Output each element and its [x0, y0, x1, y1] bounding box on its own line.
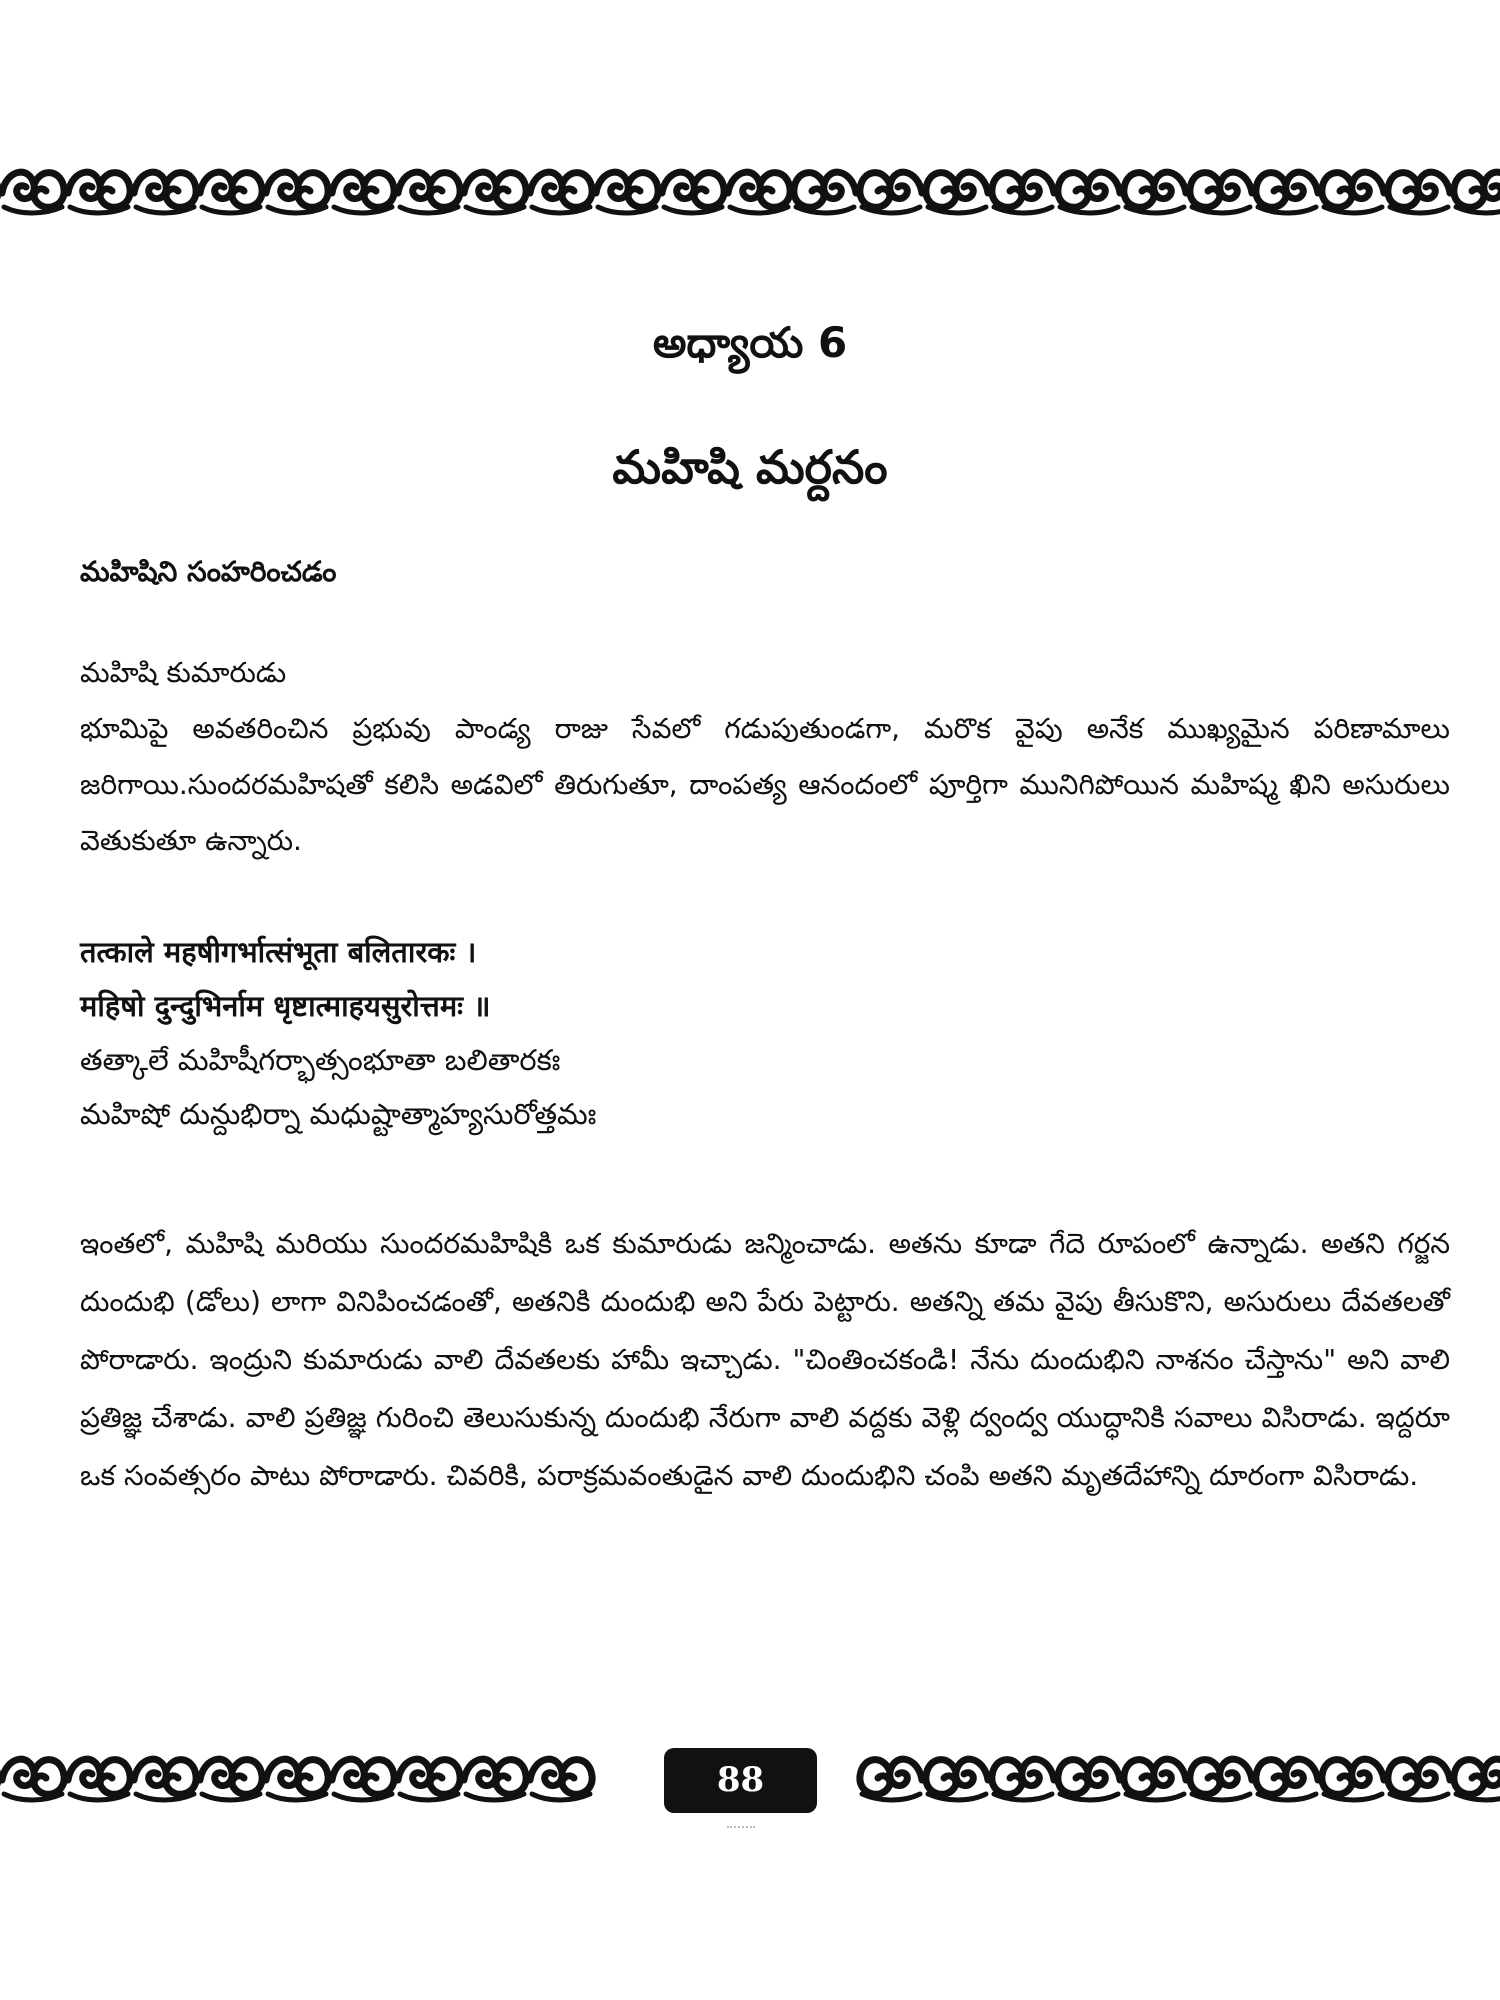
- chapter-number: అధ్యాయ 6: [652, 318, 848, 367]
- verse-sanskrit-line-2: महिषो दुन्दुभिर्नाम धृष्टात्माहयसुरोत्तमः ॥: [80, 989, 491, 1023]
- paragraph-intro: భూమిపై అవతరించిన ప్రభువు పాండ్య రాజు సేవలో గడుపుతుండగా, మరొక వైపు అనేక ముఖ్యమైన పరిణామాలు జరిగాయి.సుందరమహిషతో కలిసి అడవిలో తిరుగుతూ, దాంపత్య ఆనందంలో పూర్తిగా మునిగిపోయిన మహిష్మ ఖిని అసురులు వెతుకుతూ ఉన్నారు.: [80, 712, 1450, 857]
- section-subheading: మహిషి కుమారుడు: [80, 656, 287, 689]
- page-number: 88: [664, 1748, 817, 1813]
- verse-telugu-line-1: తత్కాలే మహిషీగర్భాత్సంభూతా బలితారకః: [80, 1043, 561, 1077]
- section-heading: మహిషిని సంహరించడం: [80, 555, 337, 588]
- paragraph-dundubhi: ఇంతలో, మహిషి మరియు సుందరమహిషికి ఒక కుమారుడు జన్మించాడు. అతను కూడా గేదె రూపంలో ఉన్నాడు. అతని గర్జన దుందుభి (డోలు) లాగా వినిపించడంతో, అతనికి దుందుభి అని పేరు పెట్టారు. అతన్ని తమ వైపు తీసుకొని, అసురులు దేవతలతో పోరాడారు. ఇంద్రుని కుమారుడు వాలి దేవతలకు హామీ ఇచ్చాడు. "చింతించకండి! నేను దుందుభిని నాశనం చేస్తాను" అని వాలి ప్రతిజ్ఞ చేశాడు. వాలి ప్రతిజ్ఞ గురించి తెలుసుకున్న దుందుభి నేరుగా వాలి వద్దకు వెళ్లి ద్వంద్వ యుద్ధానికి సవాలు విసిరాడు. ఇద్దరూ ఒక సంవత్సరం పాటు పోరాడారు. చివరికి, పరాక్రమవంతుడైన వాలి దుందుభిని చంపి అతని మృతదేహాన్ని దూరంగా విసిరాడు.: [80, 1227, 1450, 1492]
- verse-block: [80, 925, 1450, 1141]
- verse-sanskrit-line-1: तत्काले महषीगर्भात्संभूता बलितारकः ।: [80, 935, 477, 969]
- ornamental-border-top: [0, 155, 1500, 225]
- verse-telugu-line-2: మహిషో దున్దుభిర్నా మధుష్టాత్మాహ్యసురోత్తమః: [80, 1097, 597, 1131]
- chapter-title: మహిషి మర్దనం: [612, 440, 888, 494]
